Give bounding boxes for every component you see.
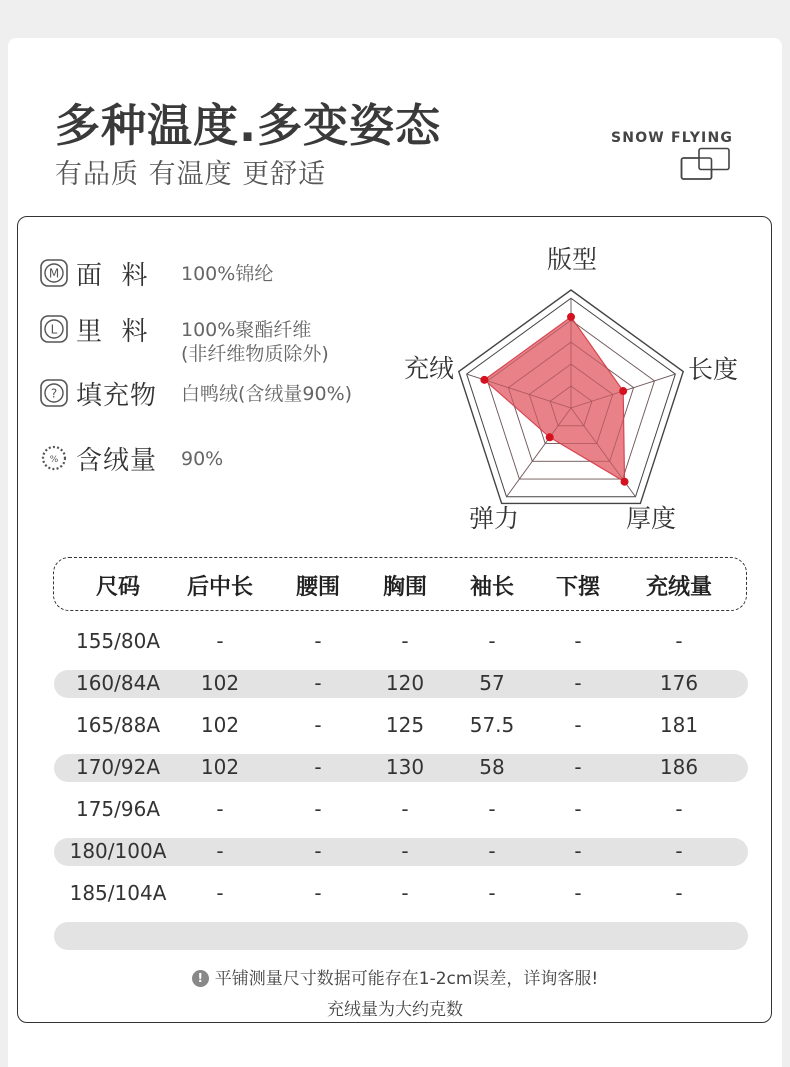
table-cell: - <box>216 881 224 905</box>
table-cell: - <box>574 629 582 653</box>
spec-name: 里 料 <box>76 317 149 347</box>
table-cell: - <box>314 839 322 863</box>
table-cell: 57.5 <box>469 713 515 737</box>
size-cell: 170/92A <box>75 755 161 779</box>
size-cell: 180/100A <box>69 839 167 863</box>
size-cell: 160/84A <box>75 671 161 695</box>
m-icon <box>40 259 68 287</box>
table-cell: - <box>488 881 496 905</box>
percent-dial-icon <box>40 444 68 472</box>
table-cell: - <box>401 629 409 653</box>
column-header: 尺码 <box>95 575 140 600</box>
table-cell: - <box>574 881 582 905</box>
svg-text:%: % <box>49 455 59 465</box>
table-cell: - <box>488 629 496 653</box>
radar-axis-label: 厚度 <box>626 504 677 533</box>
table-cell: 102 <box>200 755 240 779</box>
table-cell: - <box>314 713 322 737</box>
table-cell: - <box>488 839 496 863</box>
brand-logo-icon <box>680 147 732 181</box>
table-cell: 181 <box>659 713 699 737</box>
spec-name: 填充物 <box>76 381 158 411</box>
question-icon <box>40 379 68 407</box>
radar-point <box>546 433 554 441</box>
radar-axis-label: 充绒 <box>403 354 454 383</box>
column-header: 胸围 <box>382 575 427 600</box>
size-cell: 165/88A <box>75 713 161 737</box>
down-weight-note: 充绒量为大约克数 <box>327 1000 463 1020</box>
table-cell: - <box>488 797 496 821</box>
radar-axis-label: 弹力 <box>468 504 520 533</box>
column-header: 下摆 <box>555 575 600 600</box>
spec-value: 白鸭绒(含绒量90%) <box>181 383 353 405</box>
table-cell: 125 <box>385 713 425 737</box>
column-header: 腰围 <box>295 575 340 600</box>
table-cell: 102 <box>200 713 240 737</box>
table-cell: - <box>574 797 582 821</box>
table-cell: - <box>401 839 409 863</box>
table-cell: - <box>675 797 683 821</box>
table-cell: - <box>401 797 409 821</box>
column-header: 袖长 <box>469 575 514 600</box>
table-cell: - <box>314 671 322 695</box>
spec-name: 面 料 <box>76 261 149 291</box>
radar-point <box>621 478 629 486</box>
measurement-note-text: 平铺测量尺寸数据可能存在1-2cm误差，详询客服! <box>214 969 599 989</box>
table-cell: - <box>314 629 322 653</box>
table-cell: - <box>216 797 224 821</box>
table-cell: - <box>216 629 224 653</box>
measurement-note <box>0 964 790 989</box>
spec-value: 90% <box>181 448 224 470</box>
radar-axis-label: 长度 <box>688 355 739 384</box>
l-icon <box>40 315 68 343</box>
table-cell: 186 <box>659 755 699 779</box>
table-cell: 58 <box>479 755 505 779</box>
spec-value-line1: 100%聚酯纤维 <box>181 319 312 341</box>
table-cell: - <box>314 797 322 821</box>
column-header: 后中长 <box>186 575 253 600</box>
table-cell: - <box>574 755 582 779</box>
table-cell: - <box>216 839 224 863</box>
table-cell: - <box>314 755 322 779</box>
spec-name: 含绒量 <box>76 446 158 476</box>
radar-point <box>567 313 575 321</box>
table-cell: - <box>314 881 322 905</box>
table-cell: - <box>675 881 683 905</box>
size-cell: 175/96A <box>75 797 161 821</box>
table-cell: - <box>574 713 582 737</box>
page-title: 多种温度.多变姿态 <box>55 99 442 152</box>
spec-value: 100%锦纶 <box>181 263 274 285</box>
table-cell: - <box>574 839 582 863</box>
radar-data-area <box>484 317 624 482</box>
table-cell: - <box>675 839 683 863</box>
page-subtitle: 有品质 有温度 更舒适 <box>55 159 327 190</box>
table-cell: - <box>574 671 582 695</box>
column-header: 充绒量 <box>645 575 712 600</box>
svg-text:L: L <box>50 322 58 337</box>
radar-chart <box>390 240 770 540</box>
table-cell: - <box>401 881 409 905</box>
table-cell: - <box>675 629 683 653</box>
row-stripe <box>54 922 748 950</box>
spec-value <box>181 318 329 366</box>
radar-axis-label: 版型 <box>546 245 598 274</box>
size-cell: 185/104A <box>69 881 167 905</box>
radar-point <box>619 387 627 395</box>
radar-point <box>480 376 488 384</box>
svg-text:?: ? <box>50 386 58 401</box>
brand-name: SNOW FLYING <box>611 130 734 146</box>
spec-value-line2: (非纤维物质除外) <box>181 343 329 365</box>
table-cell: 120 <box>385 671 425 695</box>
svg-text:M: M <box>48 266 60 281</box>
table-cell: 102 <box>200 671 240 695</box>
size-cell: 155/80A <box>75 629 161 653</box>
table-cell: 57 <box>479 671 505 695</box>
exclamation-icon: ! <box>192 970 209 987</box>
table-cell: 130 <box>385 755 425 779</box>
table-cell: 176 <box>659 671 699 695</box>
